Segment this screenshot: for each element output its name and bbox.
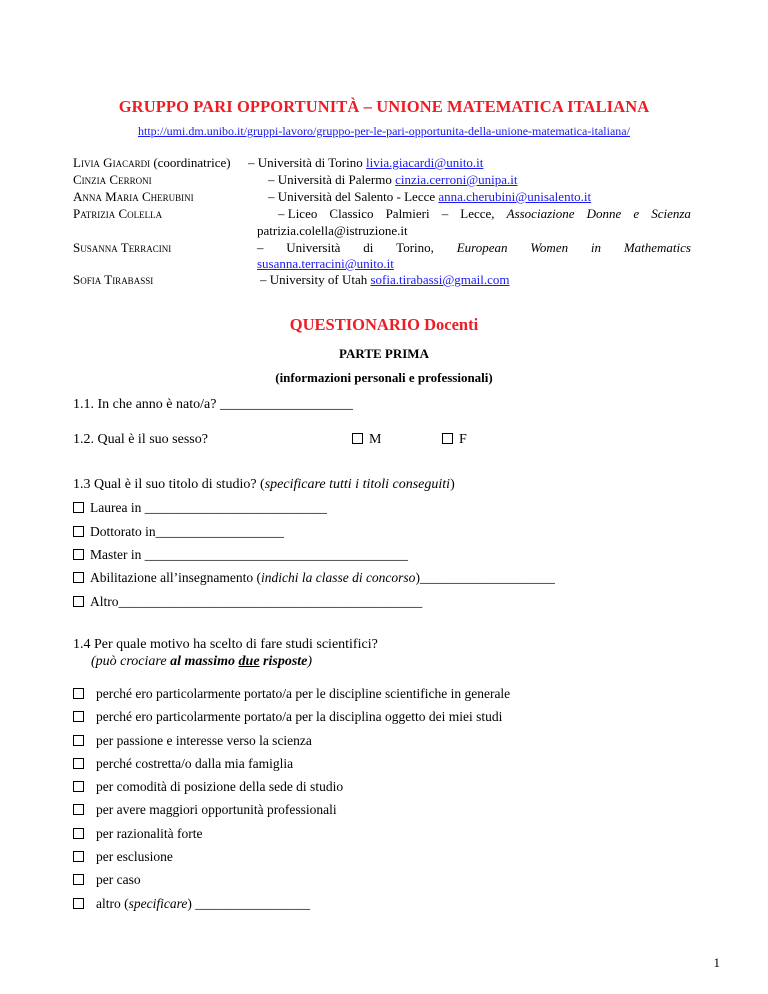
option-dottorato[interactable]: Dottorato in___________________ bbox=[73, 524, 284, 540]
member-affiliation: – Università del Salento - Lecce anna.cherubini@unisalento.it bbox=[268, 189, 592, 204]
checkbox-icon[interactable] bbox=[73, 851, 84, 862]
checkbox-icon[interactable] bbox=[73, 735, 84, 746]
reason-option[interactable]: perché ero particolarmente portato/a per la disciplina oggetto dei miei studi bbox=[73, 709, 502, 725]
option-master[interactable]: Master in _______________________________________ bbox=[73, 547, 408, 563]
member-affiliation: – University of Utah sofia.tirabassi@gmail.com bbox=[260, 272, 510, 287]
checkbox-icon[interactable] bbox=[73, 874, 84, 885]
email-link[interactable]: sofia.tirabassi@gmail.com bbox=[370, 272, 510, 287]
member-affiliation: – Università di Palermo cinzia.cerroni@unipa.it bbox=[268, 172, 518, 187]
email-link[interactable]: cinzia.cerroni@unipa.it bbox=[395, 172, 518, 187]
checkbox-icon[interactable] bbox=[442, 433, 453, 444]
reason-option[interactable]: perché ero particolarmente portato/a per le discipline scientifiche in generale bbox=[73, 686, 510, 702]
option-male[interactable]: M bbox=[352, 432, 381, 448]
member-affiliation: – Università di Torino, European Women in Mathematics bbox=[257, 240, 691, 255]
checkbox-icon[interactable] bbox=[73, 898, 84, 909]
checkbox-icon[interactable] bbox=[73, 502, 84, 513]
checkbox-icon[interactable] bbox=[73, 758, 84, 769]
option-altro[interactable]: Altro_____________________________________________ bbox=[73, 594, 422, 610]
question-1-4: 1.4 Per quale motivo ha scelto di fare studi scientifici? bbox=[73, 637, 378, 652]
reason-option[interactable]: perché costretta/o dalla mia famiglia bbox=[73, 756, 293, 772]
group-url-link[interactable]: http://umi.dm.unibo.it/gruppi-lavoro/gruppo-per-le-pari-opportunita-della-unione-matematica-italiana/ bbox=[138, 124, 630, 138]
option-laurea[interactable]: Laurea in ___________________________ bbox=[73, 500, 327, 516]
checkbox-icon[interactable] bbox=[73, 572, 84, 583]
member-name: Patrizia Colella bbox=[73, 206, 163, 221]
member-affiliation: – Liceo Classico Palmieri – Lecce, Associazione Donne e Scienza bbox=[278, 206, 691, 221]
checkbox-icon[interactable] bbox=[352, 433, 363, 444]
reason-option-other[interactable]: altro (specificare) _________________ bbox=[73, 896, 310, 912]
checkbox-icon[interactable] bbox=[73, 781, 84, 792]
member-name: Livia Giacardi (coordinatrice) bbox=[73, 155, 231, 170]
page-number: 1 bbox=[713, 955, 720, 970]
member-name: Anna Maria Cherubini bbox=[73, 189, 194, 204]
checkbox-icon[interactable] bbox=[73, 711, 84, 722]
reason-option[interactable]: per razionalità forte bbox=[73, 826, 202, 842]
email-link[interactable]: anna.cherubini@unisalento.it bbox=[438, 189, 592, 204]
member-email: patrizia.colella@istruzione.it bbox=[257, 223, 408, 238]
document-title: GRUPPO PARI OPPORTUNITÀ – UNIONE MATEMATICA ITALIANA bbox=[118, 97, 650, 116]
checkbox-icon[interactable] bbox=[73, 526, 84, 537]
reason-option[interactable]: per passione e interesse verso la scienza bbox=[73, 733, 312, 749]
email-link[interactable]: susanna.terracini@unito.it bbox=[257, 256, 394, 271]
reason-option[interactable]: per comodità di posizione della sede di studio bbox=[73, 779, 343, 795]
question-1-3: 1.3 Qual è il suo titolo di studio? (specificare tutti i titoli conseguiti) bbox=[73, 477, 455, 492]
reason-option[interactable]: per caso bbox=[73, 872, 141, 888]
member-name: Cinzia Cerroni bbox=[73, 172, 152, 187]
checkbox-icon[interactable] bbox=[73, 828, 84, 839]
member-affiliation: – Università di Torino livia.giacardi@unito.it bbox=[248, 155, 484, 170]
email-link[interactable]: livia.giacardi@unito.it bbox=[366, 155, 484, 170]
part-subheading: (informazioni personali e professionali) bbox=[275, 370, 493, 385]
member-name: Susanna Terracini bbox=[73, 240, 172, 255]
questionnaire-title: QUESTIONARIO Docenti bbox=[289, 315, 479, 334]
option-female[interactable]: F bbox=[442, 432, 467, 448]
option-abilitazione[interactable]: Abilitazione all’insegnamento (indichi la classe di concorso)____________________ bbox=[73, 570, 555, 586]
member-name: Sofia Tirabassi bbox=[73, 272, 154, 287]
reason-option[interactable]: per esclusione bbox=[73, 849, 173, 865]
checkbox-icon[interactable] bbox=[73, 804, 84, 815]
question-1-2: 1.2. Qual è il suo sesso? bbox=[73, 432, 208, 447]
part-heading: PARTE PRIMA bbox=[339, 346, 429, 361]
checkbox-icon[interactable] bbox=[73, 549, 84, 560]
checkbox-icon[interactable] bbox=[73, 688, 84, 699]
reason-option[interactable]: per avere maggiori opportunità professionali bbox=[73, 802, 337, 818]
checkbox-icon[interactable] bbox=[73, 596, 84, 607]
question-1-4-note: (può crociare al massimo due risposte) bbox=[91, 654, 313, 669]
question-1-1: 1.1. In che anno è nato/a? ___________________ bbox=[73, 397, 353, 412]
